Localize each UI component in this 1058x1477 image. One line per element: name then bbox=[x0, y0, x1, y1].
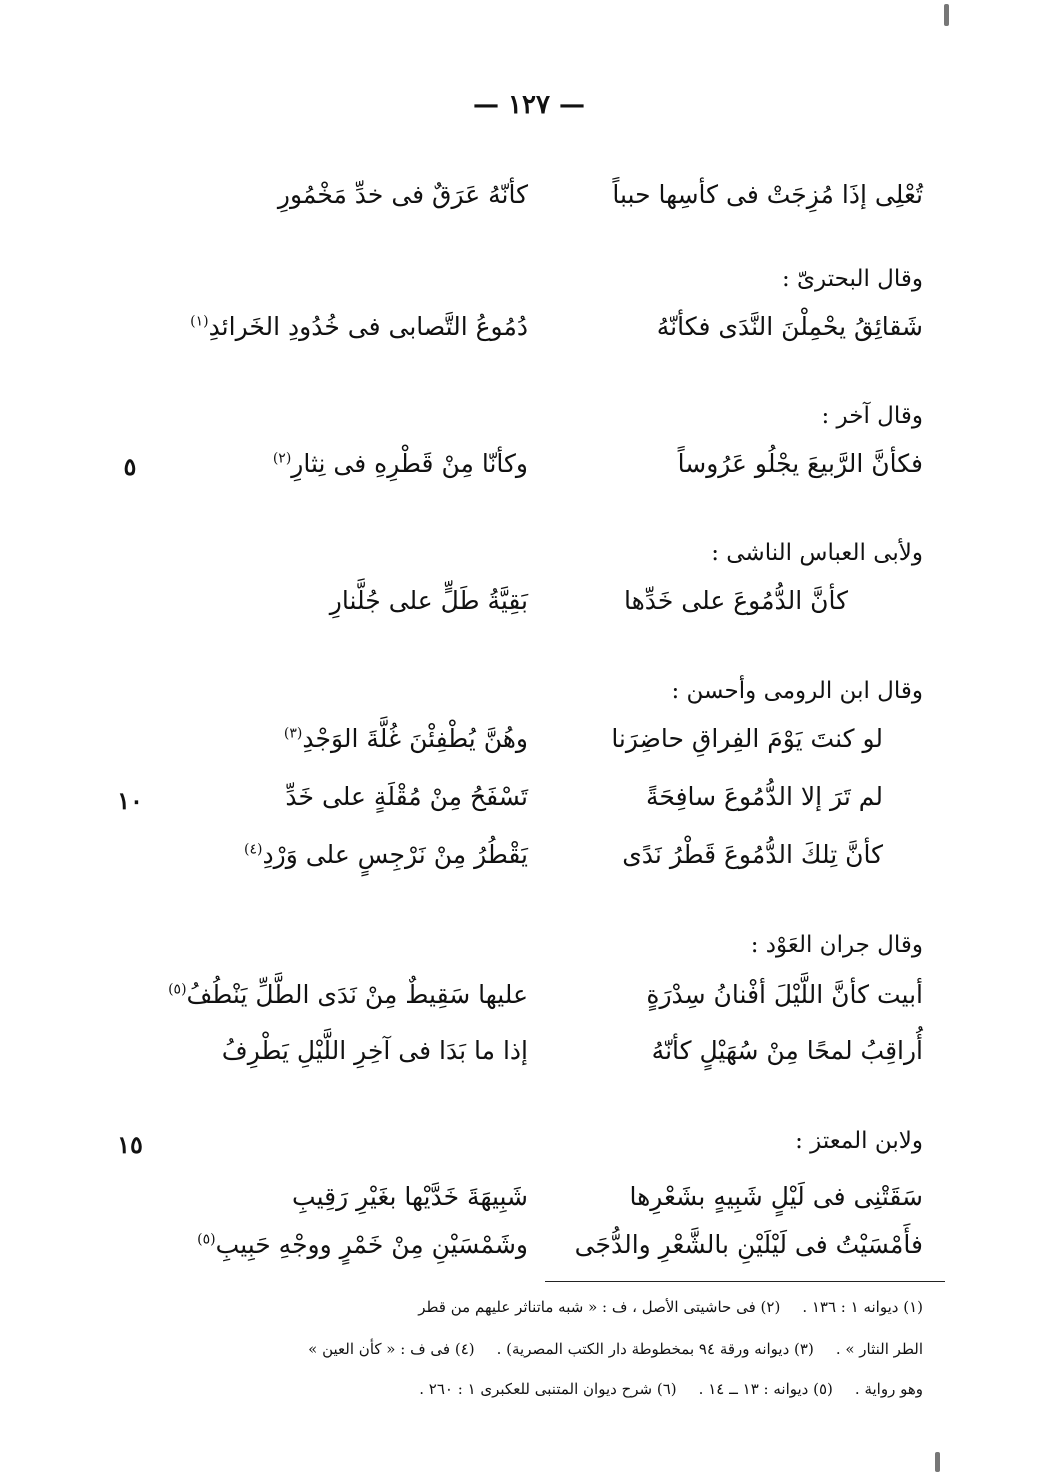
verse-first-hemistich: شَقائِقُ يحْمِلْنَ النَّدَى فكأنّهُ bbox=[656, 312, 923, 341]
verse-line bbox=[133, 1230, 923, 1272]
verse-text: يَقْطُرُ مِنْ نَرْجِسٍ على وَرْدِ bbox=[262, 840, 528, 869]
footnote: (٤) فى ف : « كأن العين » bbox=[308, 1340, 475, 1358]
verse-second-hemistich: كأنّهُ عَرَقٌ فى خدِّ مَخْمُورِ bbox=[277, 180, 528, 209]
verse-text: دُمُوعُ التَّصابى فى خُدُودِ الخَرائدِ bbox=[208, 312, 528, 341]
verse-line bbox=[133, 312, 923, 354]
verse-second-hemistich bbox=[168, 980, 528, 1009]
verse-text: وشَمْسَيْنِ مِنْ خَمْرٍ ووجْهِ حَبِيبِ bbox=[215, 1230, 528, 1259]
footnote: (٥) ديوانه : ١٣ ــ ١٤ . bbox=[698, 1380, 833, 1398]
verse-first-hemistich: فكأنَّ الرَّبيعَ يجْلُو عَرُوساً bbox=[677, 449, 923, 478]
footnote: وهو رواية . bbox=[854, 1380, 923, 1398]
verse-line bbox=[133, 724, 923, 766]
footnote: (٢) فى حاشيتى الأصل ، ف : « شبه ماتناثر عليهم من قطر bbox=[418, 1298, 781, 1316]
verse-first-hemistich: كأنَّ تِلكَ الدُّمُوعَ قَطْرُ نَدًى bbox=[622, 840, 883, 869]
verse-line bbox=[133, 782, 923, 824]
footnote-marker: (٥) bbox=[197, 1231, 216, 1248]
footnote-line bbox=[133, 1340, 923, 1358]
verse-first-hemistich: تُعْلِى إذَا مُزِجَتْ فى كأسِها حبباً bbox=[612, 180, 923, 209]
verse-line bbox=[133, 180, 923, 222]
verse-second-hemistich bbox=[273, 449, 528, 478]
verse-first-hemistich: لم تَرَ إلا الدُّمُوعَ سافِحَةً bbox=[646, 782, 883, 811]
verse-second-hemistich: تَسْفَحُ مِنْ مُقْلَةٍ على خَدِّ bbox=[285, 782, 528, 811]
verse-text: وكأنّا مِنْ قَطْرِهِ فى نِثارِ bbox=[291, 449, 528, 478]
footnote: الطر النثار » . bbox=[835, 1340, 923, 1358]
verse-second-hemistich: شَبِيهَةَ خَدَّيْها بغَيْرِ رَقِيبِ bbox=[292, 1182, 528, 1211]
footnote-marker: (٣) bbox=[283, 725, 303, 742]
poem-intro: وقال جران العَوْد : bbox=[750, 932, 923, 958]
footnote-line bbox=[133, 1380, 923, 1398]
verse-line bbox=[133, 586, 923, 628]
footnote-separator bbox=[545, 1281, 945, 1282]
footnote-marker: (٢) bbox=[272, 450, 292, 467]
poem-intro: وقال ابن الرومى وأحسن : bbox=[671, 678, 923, 704]
footnote: (١) ديوانه ١ : ١٣٦ . bbox=[802, 1298, 923, 1316]
verse-second-hemistich: إذا ما بَدَا فى آخِرِ اللَّيْلِ يَطْرِفُ bbox=[221, 1036, 528, 1065]
verse-second-hemistich: بَقِيَّةُ طَلٍّ على جُلَّنارِ bbox=[329, 586, 528, 615]
scan-mark bbox=[944, 4, 949, 26]
verse-line bbox=[133, 840, 923, 882]
verse-second-hemistich bbox=[190, 312, 528, 341]
line-number: ١٥ bbox=[117, 1130, 143, 1159]
scan-mark bbox=[935, 1452, 940, 1472]
line-number: ١٠ bbox=[117, 786, 143, 815]
verse-line bbox=[133, 1036, 923, 1078]
footnote: (٦) شرح ديوان المتنبى للعكبرى ١ : ٢٦٠ . bbox=[419, 1380, 677, 1398]
verse-first-hemistich: أُراقِبُ لمحًا مِنْ سُهَيْلٍ كأنّهُ bbox=[651, 1036, 923, 1065]
verse-line bbox=[133, 449, 923, 491]
verse-line bbox=[133, 980, 923, 1022]
verse-text: عليها سَقِيطٌ مِنْ نَدَى الطَّلِّ يَنْطُفُ bbox=[186, 980, 528, 1009]
poem-intro: وقال البحترىّ : bbox=[781, 266, 923, 292]
verse-first-hemistich: كأنَّ الدُّمُوعَ على خَدِّها bbox=[623, 586, 848, 615]
verse-second-hemistich bbox=[244, 840, 528, 869]
footnote-marker: (١) bbox=[190, 313, 209, 330]
verse-text: وهُنَّ يُطْفِئْنَ غُلَّةَ الوَجْدِ bbox=[302, 724, 528, 753]
footnote-marker: (٤) bbox=[244, 841, 263, 858]
poem-intro: ولابن المعتز : bbox=[795, 1128, 923, 1154]
footnote-line bbox=[133, 1298, 923, 1316]
footnote: (٣) ديوانه ورقة ٩٤ بمخطوطة دار الكتب المصرية) . bbox=[496, 1340, 814, 1358]
verse-second-hemistich bbox=[197, 1230, 528, 1259]
page-number: — ١٢٧ — bbox=[472, 90, 586, 120]
verse-line bbox=[133, 1182, 923, 1224]
line-number: ٥ bbox=[123, 452, 137, 481]
footnote-marker: (٥) bbox=[168, 981, 187, 998]
verse-first-hemistich: لو كنتَ يَوْمَ الفِراقِ حاضِرَنا bbox=[611, 724, 883, 753]
verse-first-hemistich: فأَمْسَيْتُ فى لَيْلَيْنِ بالشَّعْرِ والدُّجَى bbox=[574, 1230, 923, 1259]
verse-first-hemistich: أبيت كأنَّ اللَّيْلَ أفْنانُ سِدْرَةٍ bbox=[646, 980, 923, 1009]
verse-first-hemistich: سَقَتْنِى فى لَيْلٍ شَبِيهٍ بشَعْرِها bbox=[629, 1182, 923, 1211]
verse-second-hemistich bbox=[284, 724, 528, 753]
poem-intro: وقال آخر : bbox=[821, 403, 923, 429]
poem-intro: ولأبى العباس الناشى : bbox=[711, 540, 923, 566]
